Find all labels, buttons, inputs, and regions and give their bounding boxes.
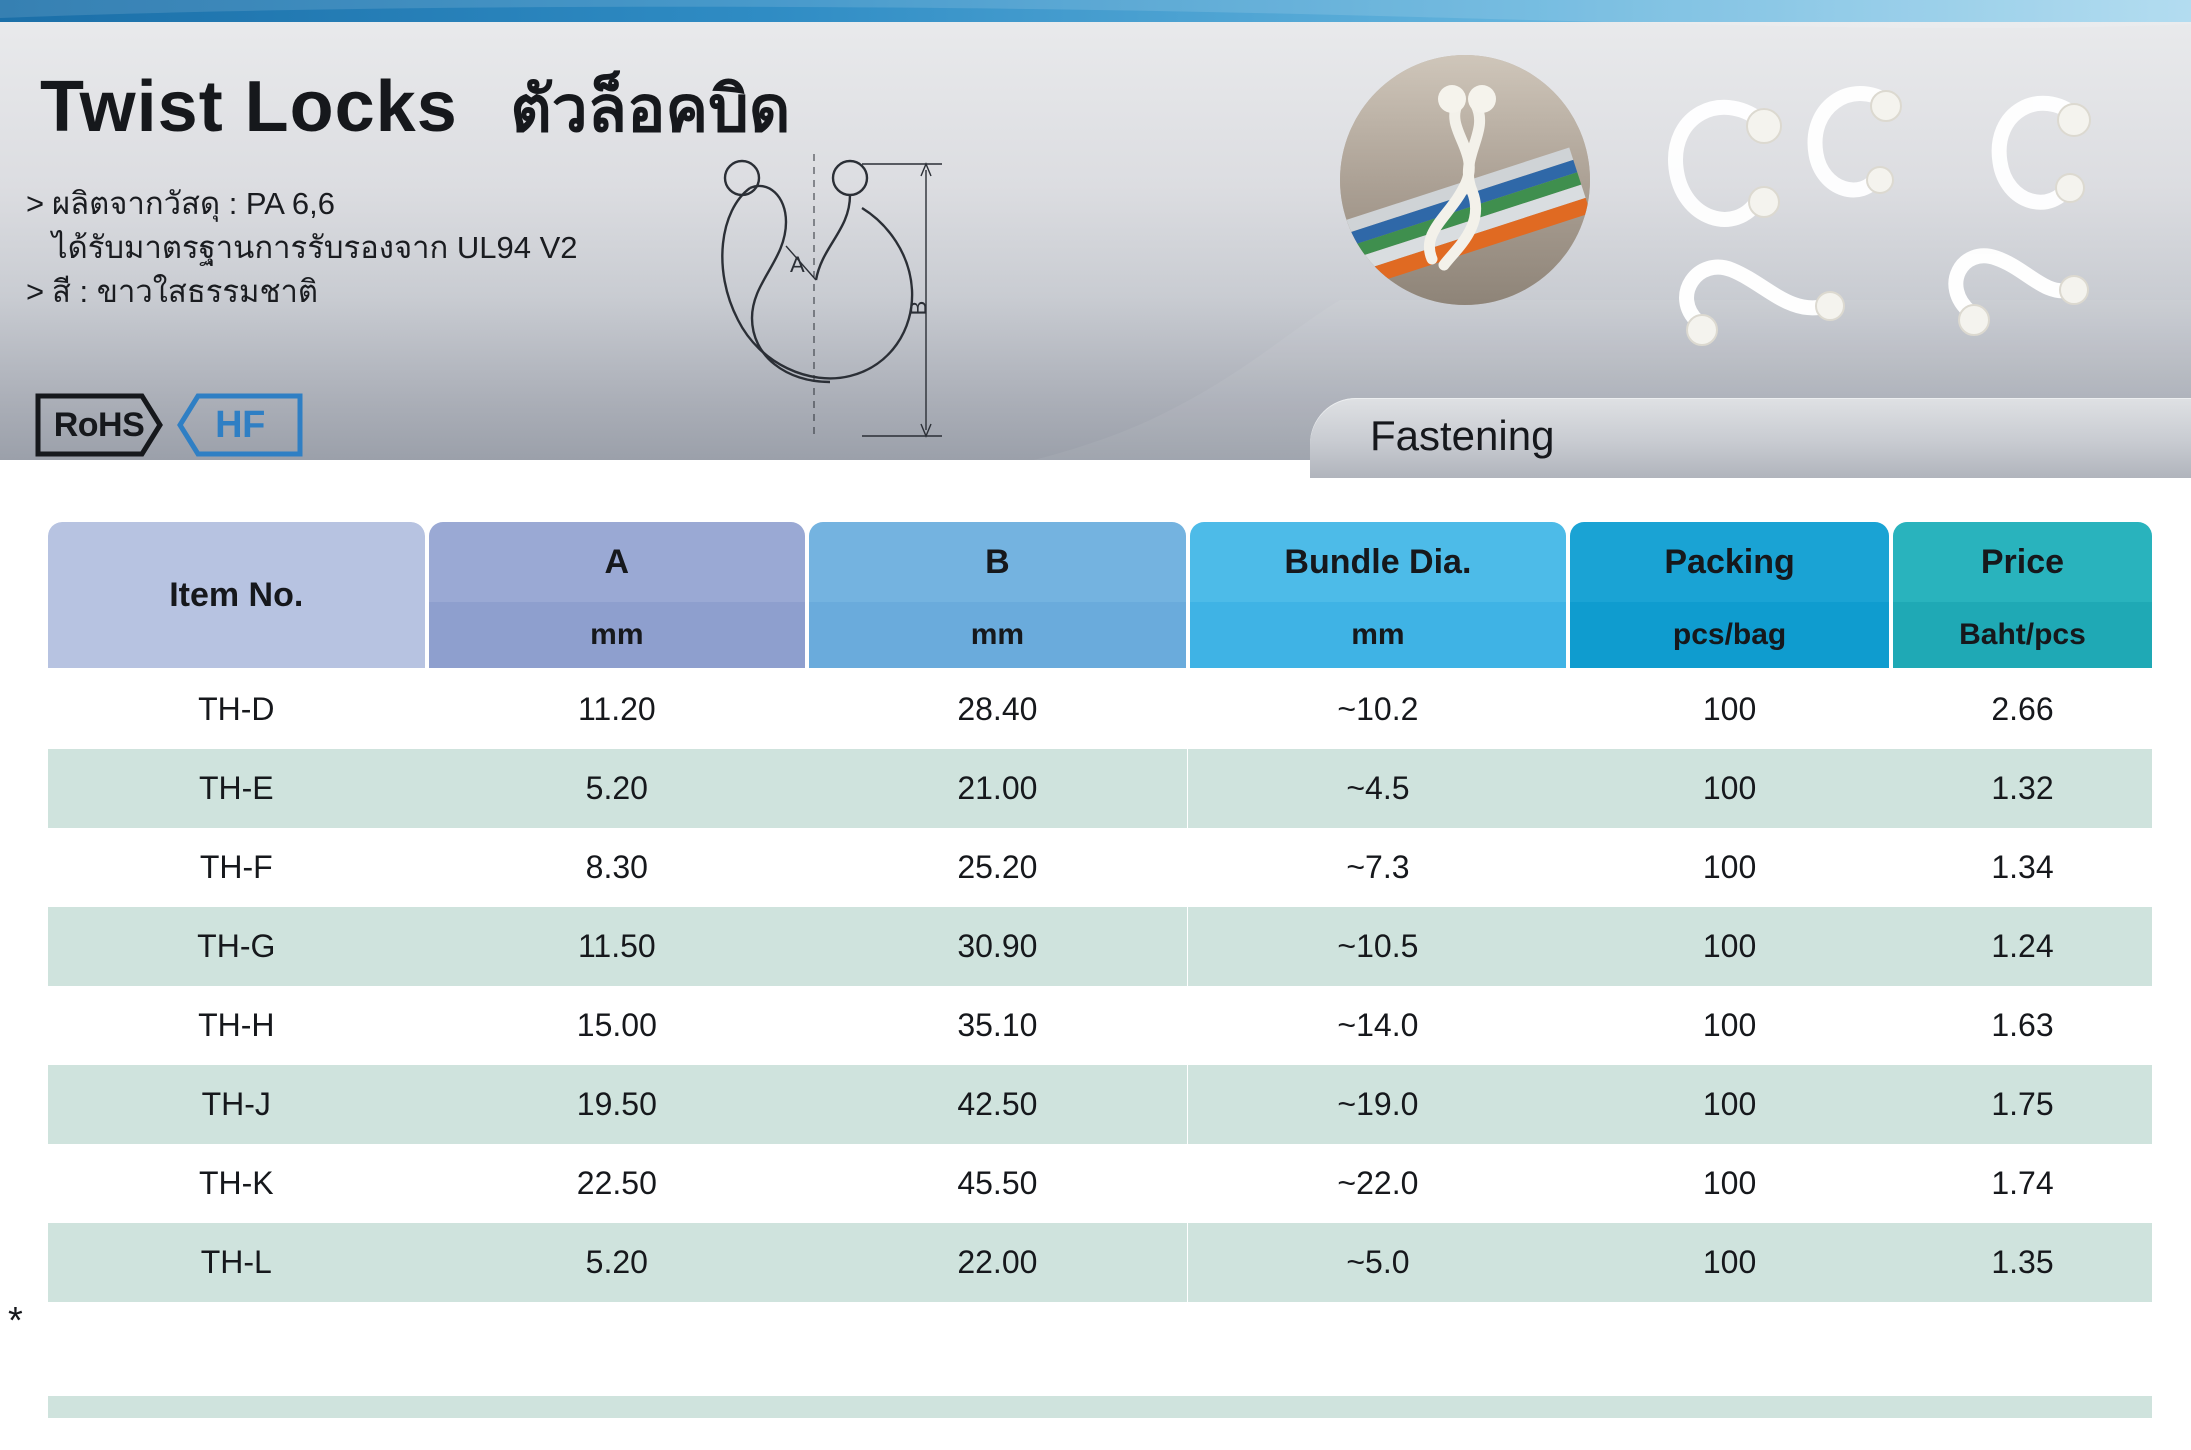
cell-packing: 100: [1702, 1244, 1757, 1280]
cell-packing: 100: [1702, 1007, 1757, 1043]
cell-price: 1.34: [1991, 849, 2054, 885]
cell-a: 8.30: [585, 849, 648, 885]
title-english: Twist Locks: [40, 67, 458, 147]
column-header-a-unit: mm: [429, 602, 806, 668]
cell-bundle-dia: ~19.0: [1337, 1086, 1419, 1122]
column-header-b-label: B: [809, 522, 1186, 602]
cell-packing: 100: [1702, 770, 1757, 806]
column-header-price-unit: Baht/pcs: [1893, 602, 2152, 668]
column-header-b: [809, 522, 1186, 668]
cell-item-no: TH-D: [198, 691, 275, 727]
column-header-bundle-dia-unit: mm: [1190, 602, 1567, 668]
table-header-row: [48, 522, 2152, 668]
column-header-price-label: Price: [1893, 522, 2152, 602]
cell-price: 1.74: [1991, 1165, 2054, 1201]
spec-bullet-icon: >: [26, 186, 45, 221]
column-header-packing-unit: pcs/bag: [1570, 602, 1889, 668]
cell-price: 2.66: [1991, 691, 2054, 727]
cell-bundle-dia: ~5.0: [1346, 1244, 1410, 1280]
cell-item-no: TH-E: [198, 770, 274, 806]
cell-price: 1.75: [1991, 1086, 2054, 1122]
cell-bundle-dia: ~4.5: [1346, 770, 1410, 806]
page-header-banner: [0, 0, 2191, 478]
specification-table: [48, 522, 2152, 1302]
spec-row-material: [26, 182, 578, 226]
product-photo-illustration: [1340, 55, 1590, 305]
cell-packing: 100: [1702, 849, 1757, 885]
cell-price: 1.24: [1991, 928, 2054, 964]
column-header-bundle-dia: [1190, 522, 1567, 668]
dimension-label-b: B: [906, 300, 931, 316]
cell-item-no: TH-K: [198, 1165, 274, 1201]
cell-item-no: TH-J: [201, 1086, 271, 1122]
column-header-b-unit: mm: [809, 602, 1186, 668]
product-photos-group: [1640, 50, 2180, 410]
table-row[interactable]: [48, 1144, 2152, 1223]
hf-badge: [176, 392, 304, 458]
cell-packing: 100: [1702, 928, 1757, 964]
cell-a: 15.00: [576, 1007, 657, 1043]
title-thai: ตัวล็อคบิด: [510, 73, 791, 145]
technical-drawing: [690, 150, 1010, 450]
table-row[interactable]: [48, 828, 2152, 907]
column-header-a-label: A: [429, 522, 806, 602]
cell-b: 35.10: [809, 986, 1186, 1065]
table-row[interactable]: [48, 1065, 2152, 1144]
cell-a: 22.50: [576, 1165, 657, 1201]
table-row[interactable]: [48, 749, 2152, 828]
page-title: [40, 58, 790, 160]
cell-a: 11.20: [577, 691, 656, 727]
cell-a: 5.20: [585, 1244, 648, 1280]
cell-a: 11.50: [577, 928, 656, 964]
cell-bundle-dia: ~10.5: [1337, 928, 1419, 964]
column-header-price: [1893, 522, 2152, 668]
cell-price: 1.35: [1991, 1244, 2054, 1280]
spec-text-color: สี : ขาวใสธรรมชาติ: [52, 274, 319, 310]
category-tab-label: Fastening: [1370, 412, 1555, 459]
specification-list: [26, 182, 578, 314]
table-row[interactable]: [48, 1223, 2152, 1302]
compliance-badges: [34, 392, 304, 458]
column-header-item: [48, 522, 425, 668]
rohs-badge: [34, 392, 164, 458]
cell-b: 22.00: [809, 1223, 1186, 1302]
cell-price: 1.32: [1991, 770, 2054, 806]
cell-b: 30.90: [809, 907, 1186, 986]
spec-text-standard: ได้รับมาตรฐานการรับรองจาก UL94 V2: [52, 230, 578, 266]
cell-b: 42.50: [809, 1065, 1186, 1144]
cell-bundle-dia: ~7.3: [1346, 849, 1410, 885]
column-header-packing-label: Packing: [1570, 522, 1889, 602]
cell-b: 28.40: [809, 670, 1186, 749]
cell-a: 19.50: [576, 1086, 657, 1122]
hf-badge-label: HF: [215, 403, 265, 446]
spec-row-standard: [26, 226, 578, 270]
cell-item-no: TH-G: [197, 928, 276, 964]
table-body: [48, 670, 2152, 1302]
spec-text-material: ผลิตจากวัสดุ : PA 6,6: [52, 186, 335, 221]
table-footer-bar: [48, 1396, 2152, 1418]
cell-packing: 100: [1702, 691, 1757, 727]
cell-bundle-dia: ~22.0: [1337, 1165, 1419, 1201]
cell-bundle-dia: ~14.0: [1337, 1007, 1419, 1043]
table-row[interactable]: [48, 907, 2152, 986]
cell-packing: 100: [1702, 1165, 1757, 1201]
product-photo-circle: [1340, 55, 1590, 305]
cell-item-no: TH-H: [198, 1007, 275, 1043]
table-row[interactable]: [48, 986, 2152, 1065]
rohs-badge-label: RoHS: [53, 405, 145, 444]
column-header-packing: [1570, 522, 1889, 668]
column-header-bundle-dia-label: Bundle Dia.: [1190, 522, 1567, 602]
cell-b: 25.20: [809, 828, 1186, 907]
table-row[interactable]: [48, 670, 2152, 749]
column-header-item-label: Item No.: [48, 522, 425, 668]
spec-bullet-icon-2: >: [26, 274, 45, 310]
cell-b: 45.50: [809, 1144, 1186, 1223]
dimension-label-a: A: [790, 252, 805, 277]
cell-a: 5.20: [585, 770, 648, 806]
cell-item-no: TH-F: [199, 849, 273, 885]
cell-price: 1.63: [1991, 1007, 2054, 1043]
cell-item-no: TH-L: [200, 1244, 272, 1280]
cell-b: 21.00: [809, 749, 1186, 828]
spec-row-color: [26, 270, 578, 314]
column-header-a: [429, 522, 806, 668]
cell-bundle-dia: ~10.2: [1337, 691, 1419, 727]
cell-packing: 100: [1702, 1086, 1757, 1122]
row-marker-asterisk: *: [8, 1300, 23, 1342]
